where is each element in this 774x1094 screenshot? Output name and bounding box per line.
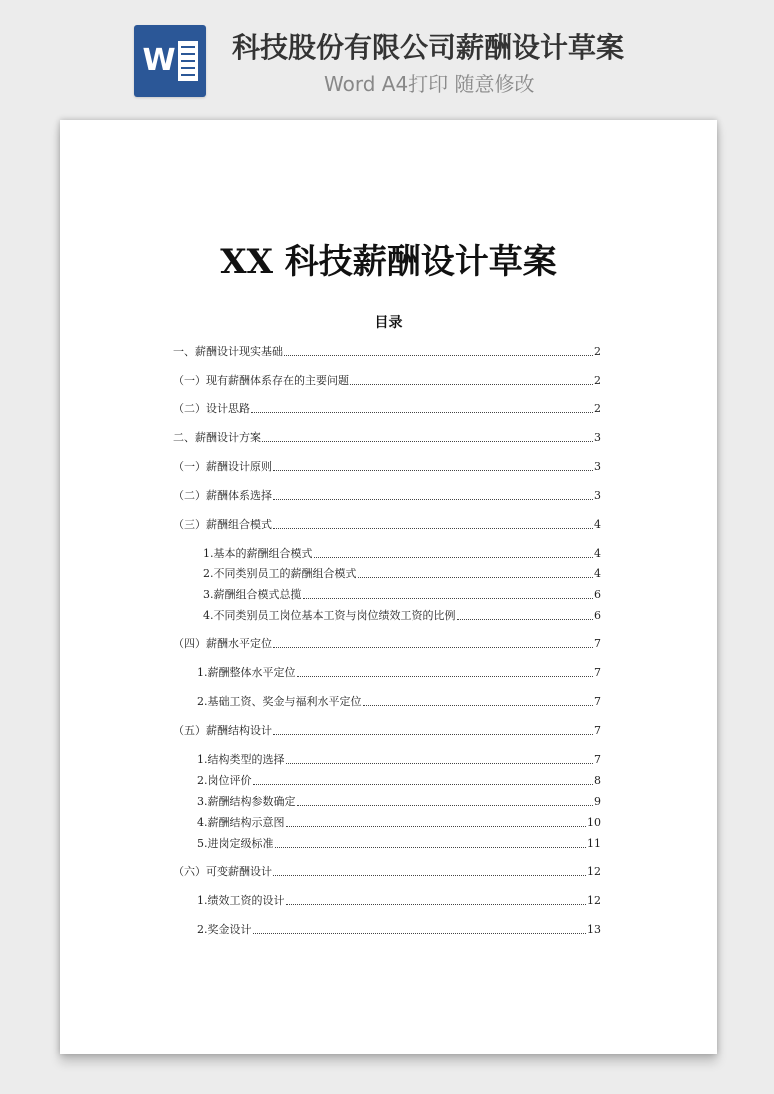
toc-entry-page: 7	[594, 666, 601, 679]
toc-entry-text: 4.不同类别员工岗位基本工资与岗位绩效工资的比例	[203, 609, 456, 622]
toc-leader	[286, 763, 594, 764]
document-title: XX 科技薪酬设计草案	[220, 242, 557, 282]
word-icon-letter: W	[142, 43, 176, 78]
toc-entry-text: 2.不同类别员工的薪酬组合模式	[203, 567, 357, 580]
toc-leader	[262, 441, 593, 442]
toc-entry-text: （二）设计思路	[173, 402, 250, 415]
toc-entry[interactable]	[203, 606, 601, 624]
toc-entry[interactable]	[173, 428, 601, 446]
toc-entry-text: 1.薪酬整体水平定位	[197, 666, 296, 679]
toc-entry-page: 2	[594, 345, 601, 358]
toc-entry[interactable]	[203, 544, 601, 562]
toc-entry-page: 3	[594, 460, 601, 473]
toc-leader	[350, 384, 593, 385]
toc-entry-text: 2.岗位评价	[197, 774, 252, 787]
toc-entry-page: 13	[587, 923, 601, 936]
document-page	[60, 120, 717, 1054]
toc-entry-page: 7	[594, 753, 601, 766]
page-header	[0, 0, 774, 112]
toc-entry[interactable]	[173, 342, 601, 360]
toc-entry-text: 3.薪酬结构参数确定	[197, 795, 296, 808]
toc-entry-text: 2.奖金设计	[197, 923, 252, 936]
toc-entry-page: 6	[594, 609, 601, 622]
toc-leader	[253, 933, 587, 934]
toc-entry-text: （六）可变薪酬设计	[173, 865, 272, 878]
header-title: 科技股份有限公司薪酬设计草案	[232, 31, 625, 64]
toc-entry-text: （二）薪酬体系选择	[173, 489, 272, 502]
toc-entry[interactable]	[173, 515, 601, 533]
toc-entry-page: 3	[594, 489, 601, 502]
toc-entry-page: 4	[594, 547, 601, 560]
toc-leader	[273, 647, 593, 648]
toc-leader	[314, 557, 594, 558]
toc-entry[interactable]	[197, 692, 601, 710]
toc-entry-text: 2.基础工资、奖金与福利水平定位	[197, 695, 362, 708]
toc-entry-page: 6	[594, 588, 601, 601]
toc-leader	[273, 875, 586, 876]
toc-heading: 目录	[374, 315, 403, 331]
toc-entry-page: 10	[587, 816, 601, 829]
toc-entry[interactable]	[197, 920, 601, 938]
toc-entry-text: 1.绩效工资的设计	[197, 894, 285, 907]
toc-leader	[273, 470, 593, 471]
toc-entry-text: 一、薪酬设计现实基础	[173, 345, 283, 358]
toc-entry[interactable]	[173, 721, 601, 739]
toc-leader	[457, 619, 594, 620]
toc-entry-page: 7	[594, 695, 601, 708]
toc-entry[interactable]	[197, 813, 601, 831]
toc-leader	[286, 826, 587, 827]
toc-entry-text: （五）薪酬结构设计	[173, 724, 272, 737]
toc-leader	[363, 705, 594, 706]
toc-entry-page: 7	[594, 637, 601, 650]
toc-entry-page: 4	[594, 518, 601, 531]
toc-entry[interactable]	[197, 771, 601, 789]
toc-leader	[273, 499, 593, 500]
toc-entry-page: 7	[594, 724, 601, 737]
toc-entry-text: （一）薪酬设计原则	[173, 460, 272, 473]
toc-entry-page: 4	[594, 567, 601, 580]
toc-entry-text: （三）薪酬组合模式	[173, 518, 272, 531]
toc-entry-page: 8	[594, 774, 601, 787]
toc-entry-text: 二、薪酬设计方案	[173, 431, 261, 444]
header-subtitle: Word A4打印 随意修改	[324, 72, 535, 96]
toc-entry-page: 3	[594, 431, 601, 444]
toc-leader	[253, 784, 594, 785]
toc-entry-text: 1.结构类型的选择	[197, 753, 285, 766]
word-icon	[134, 25, 206, 97]
toc-leader	[284, 355, 593, 356]
toc-entry-page: 2	[594, 402, 601, 415]
toc-entry-text: （一）现有薪酬体系存在的主要问题	[173, 374, 349, 387]
toc-entry[interactable]	[197, 663, 601, 681]
toc-leader	[275, 847, 587, 848]
toc-entry-text: 5.进岗定级标准	[197, 837, 274, 850]
toc-leader	[273, 528, 593, 529]
toc-entry-text: 1.基本的薪酬组合模式	[203, 547, 313, 560]
toc-entry[interactable]	[197, 750, 601, 768]
toc-entry[interactable]	[197, 792, 601, 810]
toc-entry[interactable]	[173, 634, 601, 652]
toc-entry[interactable]	[173, 371, 601, 389]
toc-leader	[273, 734, 593, 735]
toc-entry-text: （四）薪酬水平定位	[173, 637, 272, 650]
toc-leader	[297, 676, 594, 677]
toc-entry-text: 3.薪酬组合模式总揽	[203, 588, 302, 601]
toc-leader	[251, 412, 593, 413]
toc-entry-page: 12	[587, 894, 601, 907]
toc-entry-page: 2	[594, 374, 601, 387]
toc-entry-page: 9	[594, 795, 601, 808]
word-icon-lines	[178, 41, 198, 81]
toc-leader	[358, 577, 594, 578]
toc-entry[interactable]	[197, 834, 601, 852]
toc-entry[interactable]	[173, 862, 601, 880]
toc-entry[interactable]	[203, 564, 601, 582]
toc-entry-page: 12	[587, 865, 601, 878]
toc-leader	[303, 598, 594, 599]
toc-entry[interactable]	[173, 457, 601, 475]
toc-entry-text: 4.薪酬结构示意图	[197, 816, 285, 829]
toc-entry[interactable]	[203, 585, 601, 603]
toc-leader	[286, 904, 587, 905]
toc-leader	[297, 805, 594, 806]
toc-entry[interactable]	[173, 486, 601, 504]
toc-entry-page: 11	[587, 837, 601, 850]
toc-entry[interactable]	[173, 399, 601, 417]
toc-entry[interactable]	[197, 891, 601, 909]
